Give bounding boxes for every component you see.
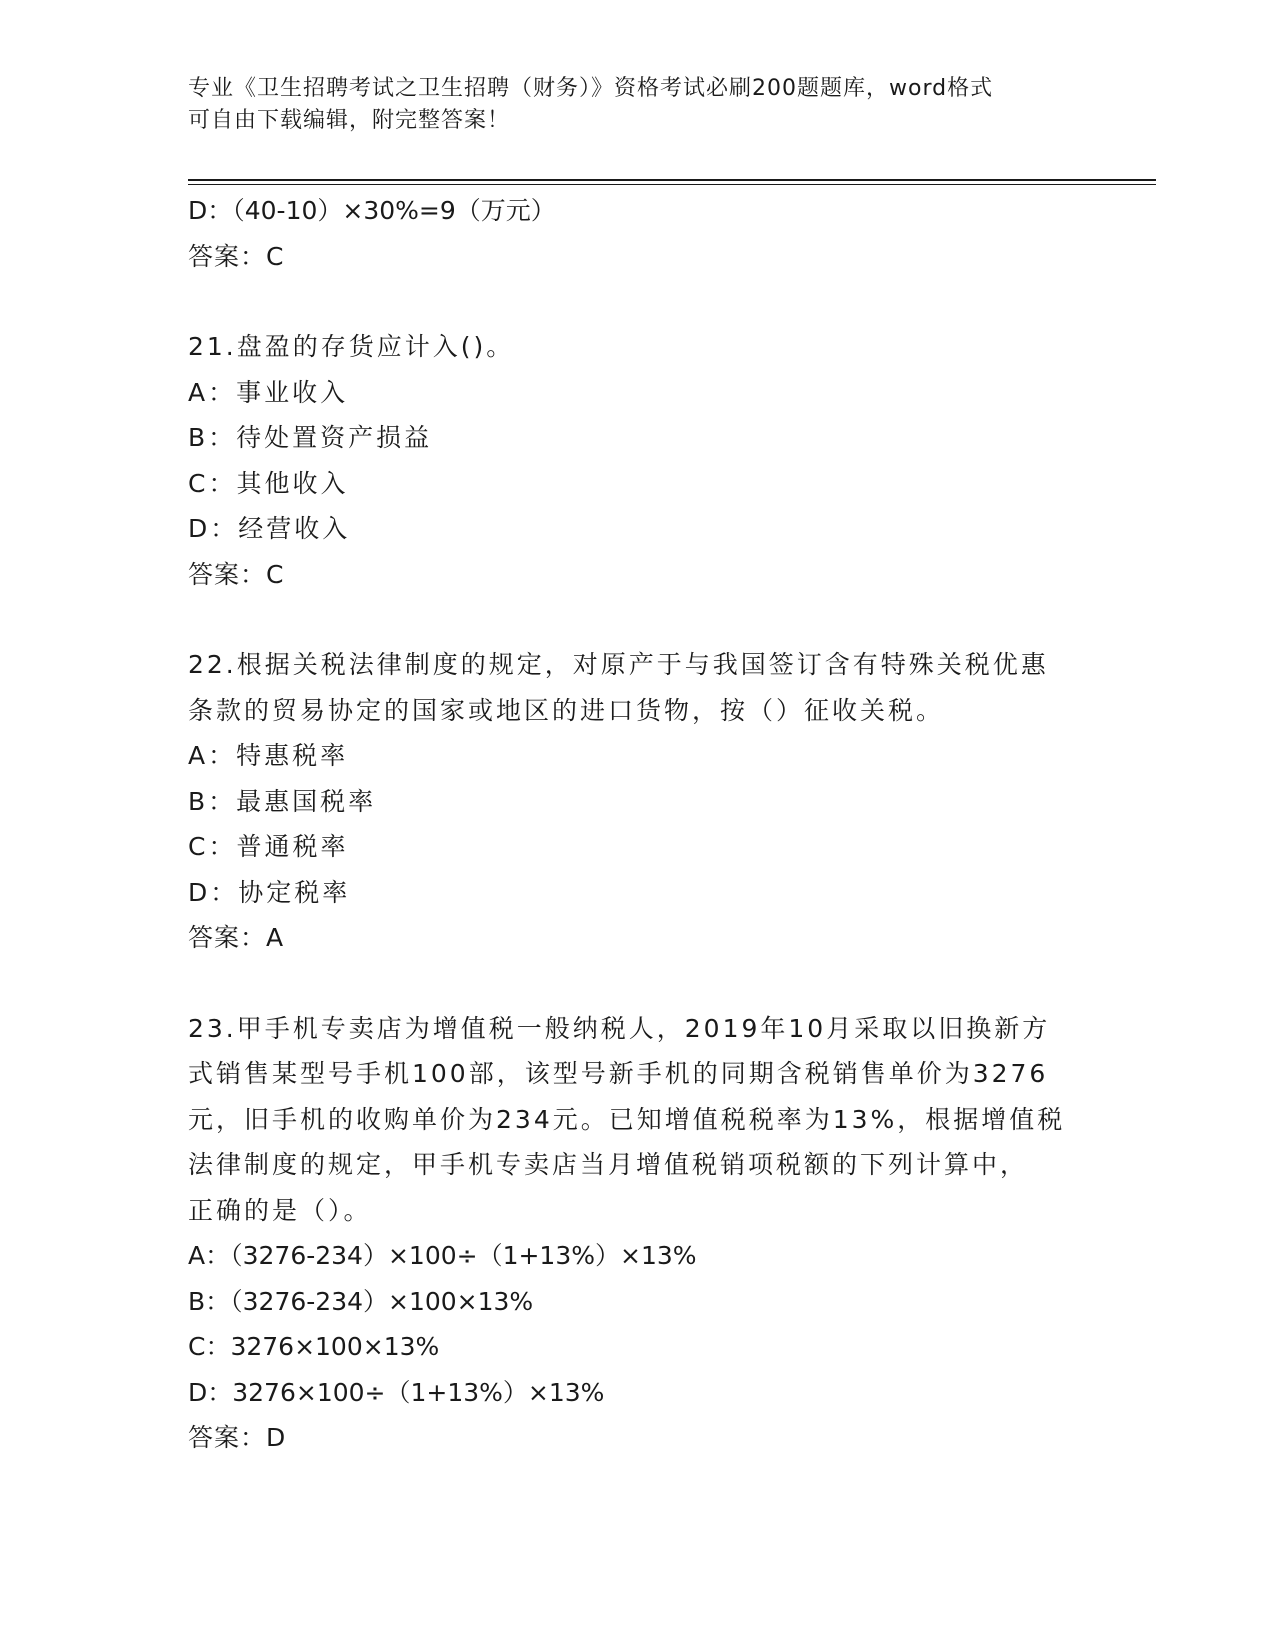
option-d: D：3276×100÷（1+13%）×13% xyxy=(188,1377,605,1407)
option-a: A：（3276-234）×100÷（1+13%）×13% xyxy=(188,1241,697,1270)
question-22 xyxy=(188,642,1088,961)
option-b: B：（3276-234）×100×13% xyxy=(188,1286,534,1316)
header-line-1: 专业《卫生招聘考试之卫生招聘（财务）》资格考试必刷200题题库，word格式 xyxy=(188,76,994,101)
option-a: A：特惠税率 xyxy=(188,741,349,770)
question-stem-line-5: 正确的是（）。 xyxy=(188,1195,372,1225)
header-rule-thick xyxy=(188,179,1156,181)
question-stem-line-3: 元，旧手机的收购单价为234元。已知增值税税率为13%，根据增值税 xyxy=(188,1104,1066,1134)
answer: 答案：D xyxy=(188,1423,287,1452)
spacer xyxy=(188,597,1088,642)
option-b: B：待处置资产损益 xyxy=(188,423,433,452)
answer: 答案：C xyxy=(188,241,285,271)
option-d: D：协定税率 xyxy=(188,877,351,907)
spacer xyxy=(188,279,1088,324)
option-c: C：其他收入 xyxy=(188,468,349,498)
option-b: B：最惠国税率 xyxy=(188,786,377,816)
question-content xyxy=(188,188,1088,1461)
question-stem-line-4: 法律制度的规定，甲手机专卖店当月增值税销项税额的下列计算中， xyxy=(188,1150,1029,1179)
document-header xyxy=(188,73,1068,137)
answer: 答案：C xyxy=(188,559,285,589)
question-21 xyxy=(188,324,1088,597)
spacer xyxy=(188,961,1088,1006)
option-d: D：经营收入 xyxy=(188,514,351,543)
answer: 答案：A xyxy=(188,923,285,952)
question-stem-line-2: 式销售某型号手机100部，该型号新手机的同期含税销售单价为3276 xyxy=(188,1059,1049,1088)
option-c: C：普通税率 xyxy=(188,832,349,861)
question-stem-line-1: 22.根据关税法律制度的规定，对原产于与我国签订含有特殊关税优惠 xyxy=(188,650,1049,679)
option-a: A：事业收入 xyxy=(188,377,349,407)
header-rule-thin xyxy=(188,184,1156,185)
previous-question-tail xyxy=(188,188,1088,279)
header-line-2: 可自由下载编辑，附完整答案！ xyxy=(188,108,511,133)
question-23 xyxy=(188,1006,1088,1461)
question-stem-line-1: 23.甲手机专卖店为增值税一般纳税人，2019年10月采取以旧换新方 xyxy=(188,1013,1051,1043)
option-d: D：（40-10）×30%=9（万元） xyxy=(188,196,556,225)
question-stem: 21.盘盈的存货应计入()。 xyxy=(188,332,515,361)
question-stem-line-2: 条款的贸易协定的国家或地区的进口货物，按（）征收关税。 xyxy=(188,695,945,725)
option-c: C：3276×100×13% xyxy=(188,1332,440,1361)
